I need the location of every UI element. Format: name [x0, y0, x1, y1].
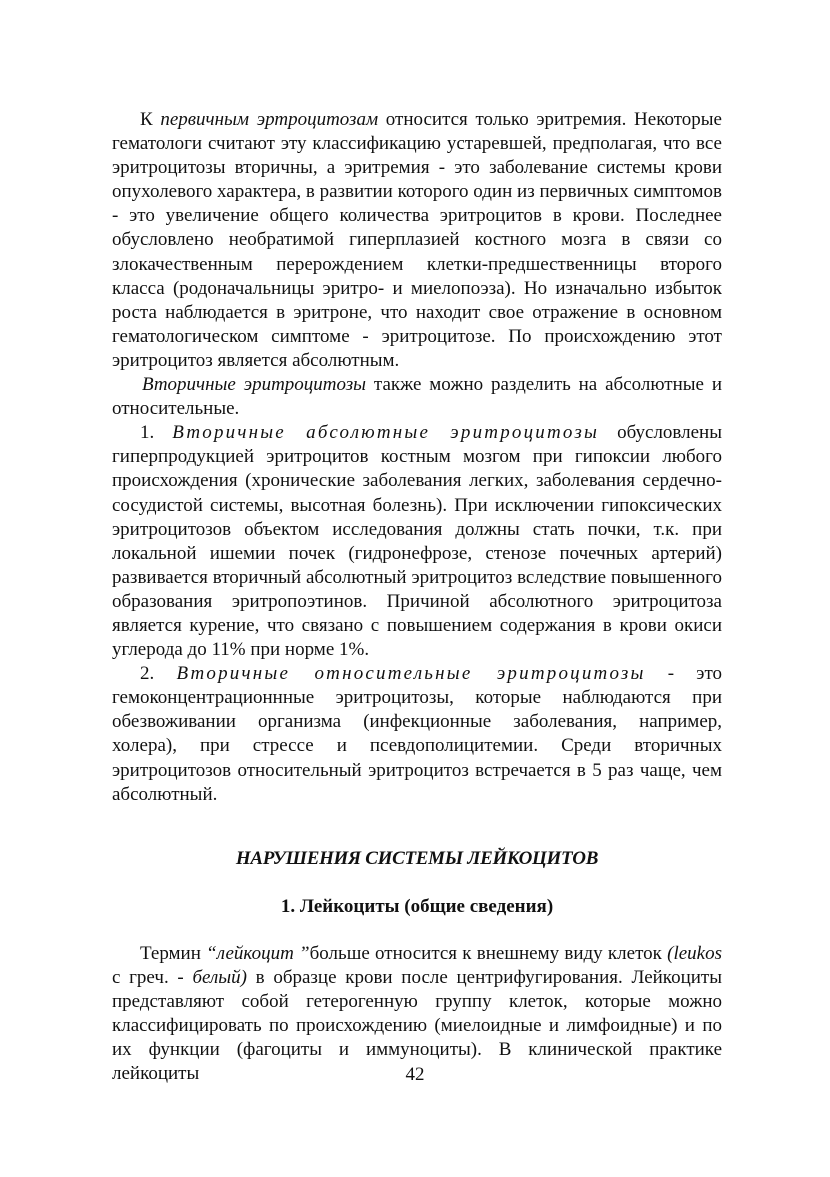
text-run: в образце крови после центрифугирования. Лейкоциты представляют собой гетерогенную группу клеток, которые можно классифицировать по происхождению (миелоидные и лимфоидные) и по их функции (фагоциты и иммуноциты). В клинической практике лейкоциты [112, 967, 722, 1085]
paragraph-secondary-relative [112, 662, 722, 807]
list-number: 1. [140, 422, 173, 444]
text-run: также можно разделить на абсолютные и относительные. [112, 374, 722, 420]
italic-term: Вторичные относительные эритроцитозы [176, 663, 646, 685]
text-run: обусловлены гиперпродукцией эритроцитов костным мозгом при гипоксии любого происхождения (хронические заболевания легких, заболевания сердечно-сосудистой системы, высотная болезнь). При исключении гипоксических эритроцитозов объектом исследования должны стать почки, т.к. при локальной ишемии почек (гидронефрозе, стенозе почечных артерий) развивается вторичный абсолютный эритроцитоз вследствие повышенного образования эритропоэтинов. Причиной абсолютного эритроцитоза является курение, что связано с повышением содержания в крови окиси углерода до 11% при норме 1%. [112, 422, 722, 661]
text-block-erythrocytosis [112, 108, 722, 807]
italic-term: “лейкоцит ” [206, 943, 310, 964]
text-run: Термин [140, 943, 207, 964]
paragraph-secondary-absolute [112, 421, 722, 662]
section-title: НАРУШЕНИЯ СИСТЕМЫ ЛЕЙКОЦИТОВ [235, 848, 599, 869]
text-run: с греч. - [112, 967, 193, 989]
italic-term: Вторичные эритроцитозы [142, 374, 367, 396]
page-number: 42 [405, 1064, 425, 1085]
text-run: - это гемоконцентрационнные эритроцитозы, которые наблюдаются при обезвоживании организма (инфекционные заболевания, например, холера), при стрессе и псевдополицитемии. Среди вторичных эритроцитозов относительный эритроцитоз встречается в 5 раз чаще, чем абсолютный. [112, 663, 722, 805]
list-number: 2. [140, 663, 177, 685]
italic-term: (leukos [667, 943, 722, 964]
italic-term: Вторичные абсолютные эритроцитозы [172, 422, 600, 444]
text-run: К [140, 109, 161, 130]
subsection-title: 1. Лейкоциты (общие сведения) [280, 896, 554, 917]
text-run: относится только эритремия. Некоторые гематологи считают эту классификацию устаревшей, предполагая, что все эритроцитозы вторичны, а эритремия - это заболевание системы крови опухолевого характера, в развитии которого один из первичных симптомов - это увеличение общего количества эритроцитов в крови. Последнее обусловлено необратимой гиперплазией костного мозга в связи со злокачественным перерождением клетки-предшественницы второго класса (родоначальницы эритро- и миелопоэза). Но изначально избыток роста наблюдается в эритроне, что находит свое отражение в основном гематологическом симптоме - эритроцитозе. По происхождению этот эритроцитоз является абсолютным. [112, 109, 722, 371]
paragraph-primary-erythrocytosis [112, 108, 722, 373]
paragraph-secondary-erythrocytosis [112, 373, 722, 421]
italic-term: первичным эртроцитозам [160, 109, 379, 130]
italic-term: белый) [192, 967, 247, 989]
text-run: больше относится к внешнему виду клеток [309, 943, 668, 964]
